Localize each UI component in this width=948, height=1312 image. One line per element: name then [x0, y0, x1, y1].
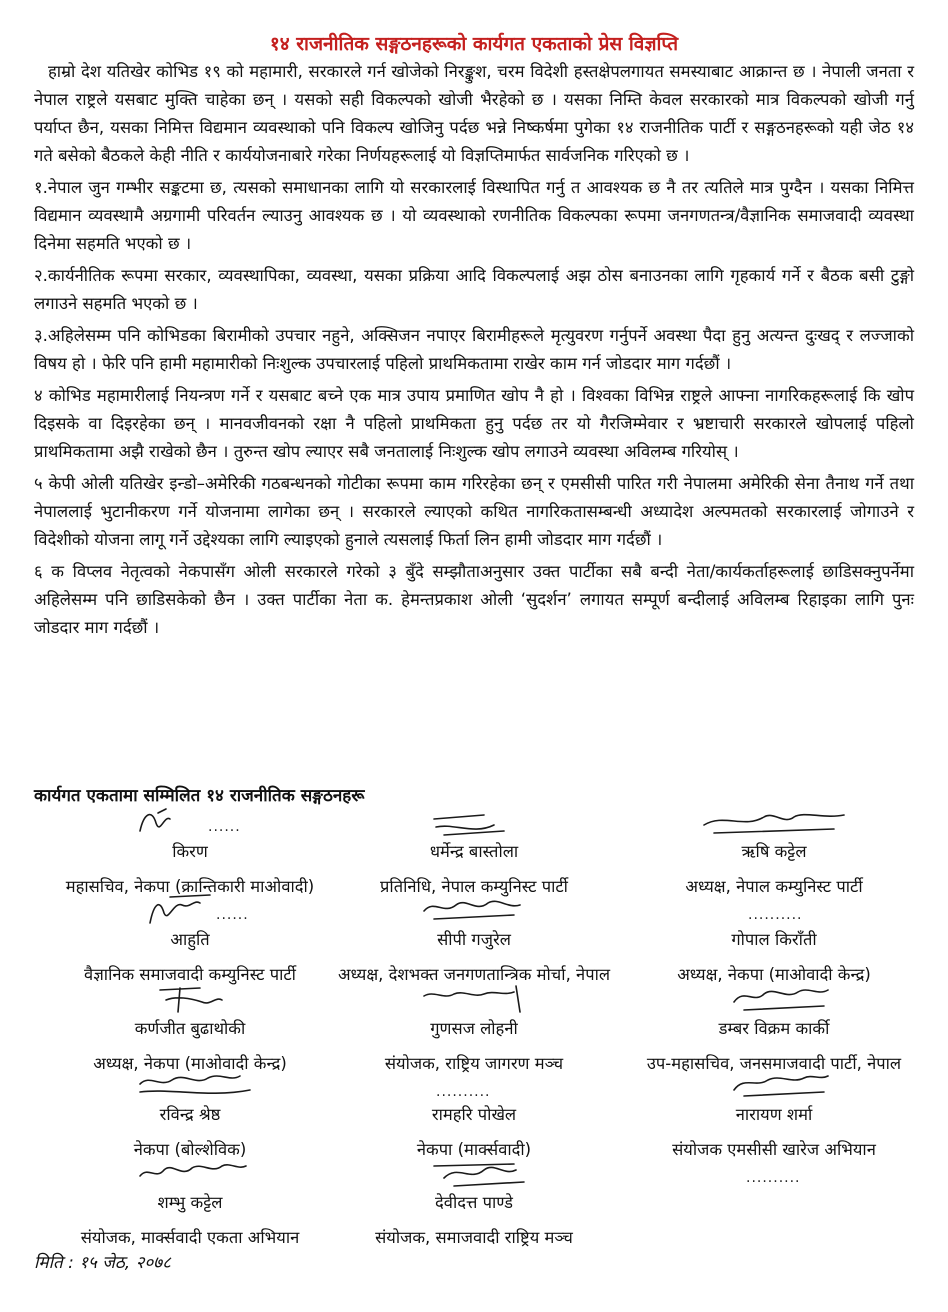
point-1: १.नेपाल जुन गम्भीर सङ्कटमा छ, त्यसको समाधानका लागि यो सरकारलाई विस्थापित गर्नु त आवश्यक छ नै तर त्यतिले मात्र पुग्दैन । यसका निमित्त विद्यमान व्यवस्थामै अग्रगामी परिवर्तन ल्याउनु आवश्यक छ । यो व्यवस्थाको रणनीतिक विकल्पका रूपमा जनगणतन्त्र/वैज्ञानिक समाजवादी व्यवस्था दिनेमा सहमति भएको छ ।: [34, 178, 914, 253]
signatory-name: डम्बर विक्रम कार्की: [718, 1019, 830, 1038]
signature-mark: [624, 805, 924, 839]
signature-mark: [40, 1068, 340, 1102]
signatory-role: अध्यक्ष, नेपाल कम्युनिस्ट पार्टी: [685, 877, 863, 896]
signatory-name: रामहरि पोखेल: [431, 1105, 517, 1124]
signature-mark: [324, 982, 624, 1016]
signatory-name: रविन्द्र श्रेष्ठ: [159, 1105, 221, 1124]
document-title: १४ राजनीतिक सङ्गठनहरूको कार्यगत एकताको प्रेस विज्ञप्ति: [269, 33, 679, 55]
signatory-block: [40, 1068, 340, 1164]
signature-mark: [324, 893, 624, 927]
point-5: ५ केपी ओली यतिखेर इन्डो–अमेरिकी गठबन्धनको गोटीका रूपमा काम गरिरहेका छन् र एमसीसी पारित गरी नेपालमा अमेरिकी सेना तैनाथ गर्ने तथा नेपाललाई भुटानीकरण गर्ने योजनामा लागेका छन् । सरकारले ल्याएको कथित नागरिकतासम्बन्धी अध्यादेश अल्पमतको सरकारलाई जोगाउने र विदेशीको योजना लागू गर्ने उद्देश्यका लागि ल्याइएको हुनाले त्यसलाई फिर्ता लिन हामी जोडदार माग गर्दछौं ।: [34, 474, 914, 549]
signatory-role: नेकपा (मार्क्सवादी): [416, 1140, 532, 1159]
signatory-name: गोपाल किराँती: [731, 930, 817, 949]
signatory-role: संयोजक, मार्क्सवादी एकता अभियान: [80, 1228, 300, 1247]
signatory-role: अध्यक्ष, नेकपा (माओवादी केन्द्र): [93, 1054, 287, 1073]
signature-dots: ..........: [746, 1170, 801, 1186]
signatory-block: [324, 1068, 624, 1164]
signatory-block: [624, 805, 924, 901]
signatory-role: नेकपा (बोल्शेविक): [133, 1140, 247, 1159]
signatory-block: [40, 893, 340, 989]
signatory-name: गुणसज लोहनी: [430, 1019, 518, 1038]
signature-dots: ..........: [436, 1084, 491, 1100]
intro-paragraph: हाम्रो देश यतिखेर कोभिड १९ को महामारी, सरकारले गर्न खोजेको निरङ्कुश, चरम विदेशी हस्तक्षेपलगायत समस्याबाट आक्रान्त छ । नेपाली जनता र नेपाल राष्ट्रले यसबाट मुक्ति चाहेका छन् । यसको सही विकल्पको खोजी भैरहेको छ । यसका निम्ति केवल सरकारको मात्र विकल्पको खोजी गर्नु पर्याप्त छैन, यसका निमित्त विद्यमान व्यवस्थाको पनि विकल्प खोजिनु पर्दछ भन्ने निष्कर्षमा पुगेका १४ राजनीतिक पार्टी र सङ्गठनहरूको यही जेठ १४ गते बसेको बैठकले केही नीति र कार्ययोजनाबारे गरेका निर्णयहरूलाई यो विज्ञप्तिमार्फत सार्वजनिक गरिएको छ ।: [34, 62, 914, 165]
signature-mark: [40, 805, 340, 839]
signature-dots: ..........: [748, 907, 803, 923]
point-2: २.कार्यनीतिक रूपमा सरकार, व्यवस्थापिका, व्यवस्था, यसका प्रक्रिया आदि विकल्पलाई अझ ठोस बनाउनका लागि गृहकार्य गर्ने र बैठक बसी टुङ्गो लगाउने सहमति भएको छ ।: [34, 266, 914, 313]
signature-mark: [624, 982, 924, 1016]
signatory-block: [624, 1068, 924, 1164]
signatory-block: [324, 1156, 624, 1252]
signature-mark: [40, 893, 340, 927]
signature-mark: [624, 1156, 924, 1190]
members-heading: कार्यगत एकतामा सम्मिलित १४ राजनीतिक सङ्गठनहरू: [34, 786, 365, 806]
signatory-block: [324, 893, 624, 989]
signatory-role: उप-महासचिव, जनसमाजवादी पार्टी, नेपाल: [646, 1054, 902, 1073]
signatory-name: शम्भु कट्टेल: [157, 1193, 223, 1212]
signatory-name: कर्णजीत बुढाथोकी: [134, 1019, 246, 1038]
signatory-role: अध्यक्ष, देशभक्त जनगणतान्त्रिक मोर्चा, नेपाल: [337, 965, 611, 984]
signatory-name: ऋषि कट्टेल: [741, 842, 807, 861]
point-6: ६ क विप्लव नेतृत्वको नेकपासँग ओली सरकारले गरेको ३ बुँदे सम्झौताअनुसार उक्त पार्टीका सबै बन्दी नेता/कार्यकर्ताहरूलाई छाडिसक्नुपर्नेमा अहिलेसम्म पनि छाडिसकेको छैन । उक्त पार्टीका नेता क. हेमन्तप्रकाश ओली ‘सुदर्शन’ लगायत सम्पूर्ण बन्दीलाई अविलम्ब रिहाइका लागि पुनः जोडदार माग गर्दछौं ।: [34, 562, 914, 637]
signature-dots: ......: [216, 907, 249, 923]
signatory-role: संयोजक, राष्ट्रिय जागरण मञ्च: [384, 1054, 564, 1073]
signature-dots: ......: [208, 819, 241, 835]
signatory-name: आहुति: [170, 930, 210, 949]
signatory-role: महासचिव, नेकपा (क्रान्तिकारी माओवादी): [65, 877, 315, 896]
signatory-block: [40, 805, 340, 901]
signature-mark: [324, 805, 624, 839]
signature-mark: [324, 1156, 624, 1190]
signature-mark: [624, 893, 924, 927]
signatory-name: धर्मेन्द्र बास्तोला: [429, 842, 519, 861]
document-date: मिति : १५ जेठ, २०७८: [34, 1253, 171, 1273]
signatory-block: [324, 805, 624, 901]
signatory-role: प्रतिनिधि, नेपाल कम्युनिस्ट पार्टी: [380, 877, 568, 896]
document-body: [34, 58, 914, 646]
signatory-name: सीपी गजुरेल: [437, 930, 511, 949]
signatory-block: [624, 982, 924, 1078]
signatory-block: [40, 1156, 340, 1252]
point-4: ४ कोभिड महामारीलाई नियन्त्रण गर्ने र यसबाट बच्ने एक मात्र उपाय प्रमाणित खोप नै हो । विश्वका विभिन्न राष्ट्रले आफ्ना नागरिकहरूलाई कि खोप दिइसके वा दिइरहेका छन् । मानवजीवनको रक्षा नै पहिलो प्राथमिकता हुनु पर्दछ तर यो गैरजिम्मेवार र भ्रष्टाचारी सरकारले खोपलाई पहिलो प्राथमिकतामा अझै राखेको छैन । तुरुन्त खोप ल्याएर सबै जनतालाई निःशुल्क खोप लगाउने व्यवस्था अविलम्ब गरियोस् ।: [34, 386, 914, 461]
signature-mark: [40, 1156, 340, 1190]
signatory-name: नारायण शर्मा: [735, 1105, 813, 1124]
point-3: ३.अहिलेसम्म पनि कोभिडका बिरामीको उपचार नहुने, अक्सिजन नपाएर बिरामीहरूले मृत्युवरण गर्नुपर्ने अवस्था पैदा हुनु अत्यन्त दुःखद् र लज्जाको विषय हो । फेरि पनि हामी महामारीको निःशुल्क उपचारलाई पहिलो प्राथमिकतामा राखेर काम गर्न जोडदार माग गर्दछौं ।: [34, 326, 914, 373]
signature-mark: [324, 1068, 624, 1102]
signatory-role: संयोजक, समाजवादी राष्ट्रिय मञ्च: [375, 1228, 573, 1247]
signatory-block: [40, 982, 340, 1078]
signatory-name: किरण: [172, 842, 208, 861]
signature-mark: [40, 982, 340, 1016]
signatory-block: [624, 893, 924, 989]
signatory-role: संयोजक एमसीसी खारेज अभियान: [672, 1140, 876, 1159]
signature-mark: [624, 1068, 924, 1102]
signatory-block: [324, 982, 624, 1078]
signatory-name: देवीदत्त पाण्डे: [435, 1193, 513, 1212]
signatory-role: अध्यक्ष, नेकपा (माओवादी केन्द्र): [677, 965, 871, 984]
signatory-block: [624, 1156, 924, 1190]
signatory-role: वैज्ञानिक समाजवादी कम्युनिस्ट पार्टी: [84, 965, 296, 984]
